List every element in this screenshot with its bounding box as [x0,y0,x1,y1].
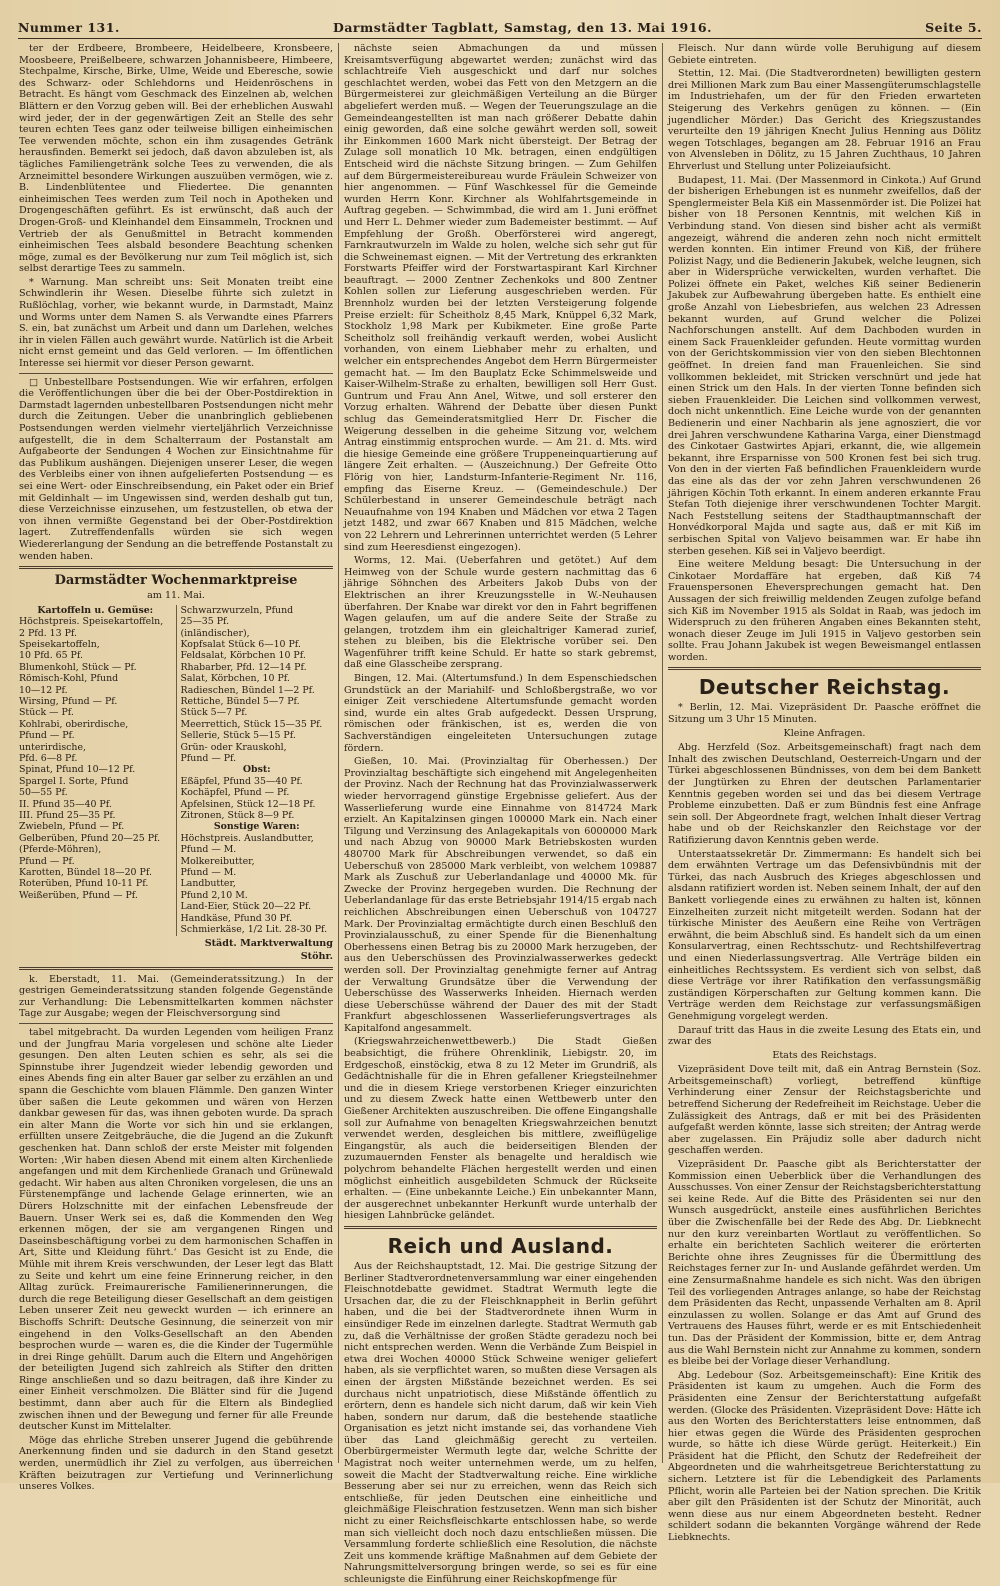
market-row: Pfund — M. [180,844,237,856]
article-lesung: Darauf tritt das Haus in die zweite Lesung des Etats ein, und zwar des [668,1024,981,1048]
market-row: Spargel I. Sorte, Pfund [19,775,129,787]
article-fleisch-end: Fleisch. Nur dann würde volle Beruhigung auf diesem Gebiete eintreten. [668,43,981,66]
market-row: Spinat, Pfund 10—12 Pf. [19,764,136,776]
article-tea: ter der Erdbeere, Brombeere, Heidelbeere, Kronsbeere, Moosbeere, Preißelbeere, schwarzen Johannisbeere, Himbeere, Stechpalme, Kirsche, Birke, Ulme, Weide und Eberesche, sowie des Schwarz- oder Schlehdorns und Heidenröschens in Betracht. Es hängt vom Geschmack des Einzelnen ab, welchen Blättern er den Vorzug geben will. Bei der erheblichen Auswahl wird jeder, der in der gegenwärtigen Zeit an Stelle des sehr teuren echten Tees ganz oder teilweise billigen einheimischen Tee verwenden möchte, schon ein ihm zusagendes Getränk herausfinden. Bemerkt sei jedoch, daß davon abzuleben ist, als tägliches Familiengetränk solche Tees zu verwenden, die als Arzneimittel besondere Wirkungen auszuüben vermögen, wie z. B. Lindenblütentee und Fliedertee. Die genannten einheimischen Tees werden zum Teil noch in Apotheken und Drogengeschäften geführt. Es ist erwünscht, daß auch der Drogen-Groß- und Kleinhandel dem Einsammeln, Trocknen und Vertrieb der als Genußmittel in Betracht kommenden einheimischen Tees alsbald besondere Beachtung schenken möge, zumal es der Bevölkerung nur zum Teil möglich ist, sich selbst derartige Tees zu sammeln. [19,43,333,275]
market-row: Wirsing, Pfund — Pf. [19,695,118,707]
market-row: Rettiche, Bündel 5—7 Pf. [180,695,300,707]
article-reichstag-open: * Berlin, 12. Mai. Vizepräsident Dr. Paasche eröffnet die Sitzung um 3 Uhr 15 Minuten. [668,702,981,726]
market-row: II. Pfund 35—40 Pf. [19,798,112,810]
market-title: Darmstädter Wochenmarktpreise [54,573,298,589]
article-ledebour: Abg. Ledebour (Soz. Arbeitsgemeinschaft): Eine Kritik des Präsidenten ist kaum zu umgehen. Auch die Form des Präsidenten eine Zensur der Berichterstattung aufgefaßt werden. (Glocke des Präsidenten. Vizepräsident Dove: Hätte ich aus den Worten des Berichterstatters leise entnommen, daß hier etwas gegen die Würde des Präsidenten gesprochen wurde, so hätte ich diese Würde gerügt. Heiterkeit.) Ein Präsident hat die Pflicht, den Schutz der Redefreiheit der Abgeordneten und die wahrheitsgetreue Berichterstattung zu sichern. Letztere ist für die Lebendigkeit des Parlaments Pflicht, worin alle Parteien bei der Nation sprechen. Die Kritik aber gilt den Präsidenten ist der Schutz der Minorität, auch wenn diese aus nur einem Abgeordneten besteht. Redner schildert sodann die bekannten Vorgänge während der Rede Liebknechts. [668,1369,981,1544]
market-row: Handkäse, Pfund 30 Pf. [180,912,293,924]
market-row: Pfd. 6—8 Pf. [19,753,78,764]
article-feuilleton: tabel mitgebracht. Da wurden Legenden vom heiligen Franz und der Jungfrau Maria vorgelesen und schöne alte Lieder gesungen. Den alten Leuten schien es sehr, als sei die Spinnstube ihrer Jugendzeit wieder lebendig geworden und eines Abends fing ein alter Bauer gar selber zu erzählen an und spann die Geschichte vom blauen Flämmle. Den ganzen Winter über saßen die Leute gekommen und wären von Herzen dankbar gewesen für das, was ihnen geboten wurde. Da sprach ein alter Mann die Worte vor sich hin und sie erklangen, erfüllten unsere Zeitgebräuche, die die Jugend an die Zukunft geschenken hat. Dann schloß der erste Meister mit folgenden Worten: ‚Wir haben diesen Abend mit einem alten Kirchenliede angefangen und mit dem Kirchenliede Granach und Grünewald gedacht. Wir haben aus alten Chroniken vorgelesen, die uns an Fürstenempfänge und lachende Gelage erinnerten, wie an Dürers Holzschnitte mit der einfachen Lebensfreude der Bauern. Unser Werk sei es, daß die Kommenden den Weg erkennen mögen, der sie am vergangenen Ringen und Daseinsbeschäftigung vorbei zu dem harmonischen Schaffen in Art, Sitte und Kleidung führt.‘ Das Gesicht ist zu Ende, die Mühle mit ihrem Kreis verschwunden, der Leser legt das Blatt zu Seite und kehrt um eine feine Erinnerung reicher, in den Alltag zurück. Freimaurerische Familienerinnerungen, die durch die rege Beteiligung dieser Gesellschaft an dem geistigen Leben unserer Zeit neu geweckt wurden — ich erinnere an Bischoffs Schrift: Deutsche Gesinnung, die seinerzeit von mir eingehend in den Volks-Gesellschaft an den Abenden besprochen wurde — waren es, die die Kinder der Tugermühle in drei Ringe gehüllt. Darum auch die Eltern und Angehörigen der beteiligten Jugend sich zahlreich als Stifter den dritten Ringe anschließen und so dazu beitragen, daß ihre Kinder zu einer Einheit verschmolzen. Die Blätter sind für die Jugend bestimmt, dann aber auch für die Eltern als Bindeglied zwischen ihnen und der Bewegung und ferner für alle Freunde deutscher Kunst im Mittelalter. [19,1027,333,1433]
market-row: Meerrettich, Stück 15—35 Pf. [180,718,323,730]
divider [19,1023,333,1024]
market-row: Kopfsalat Stück 6—10 Pf. [180,638,301,650]
market-row: Kohlrabi, oberirdische, [19,718,129,730]
market-row: 25—35 Pf. [180,616,230,628]
column-2 [338,43,662,1585]
market-row: Karotten, Bündel 18—20 Pf. [19,867,152,879]
market-table [19,605,333,936]
column-3 [662,43,986,1544]
market-row: Kochäpfel, Pfund — Pf. [180,787,290,799]
divider [19,967,333,970]
article-budapest: Budapest, 11. Mai. (Der Massenmord in Cinkota.) Auf Grund der bisherigen Erhebungen ist es nunmehr zweifellos, daß der Spenglermeister Bela Kiß ein Massenmörder ist. Die Polizei hat bisher von 18 Personen Kenntnis, mit welchen Kiß in Verbindung stand. Von diesen sind bisher acht als vermißt angezeigt, während die anderen zehn noch nicht ermittelt werden konnten. Ein intimer Freund von Kiß, der frühere Polizist Nagy, und die Bedienerin Jakubek, welche leugnen, sich aber in Widersprüche verwickelten, wurden verhaftet. Die Polizei öffnete ein Paket, welches Kiß seiner Bedienerin Jakubek zur Aufbewahrung übergeben hatte. Es enthielt eine große Anzahl von Liebesbriefen, aus welchen 23 Adressen bekannt wurden, auf Grund welcher die Polizei Nachforschungen anstellt. Auf dem Dachboden wurden in einem Sack Frauenkleider gefunden. Heute vormittag wurden von der Gerichtskommission vier von den sieben Blechtonnen geöffnet. In dreien fand man Frauenleichen. Sie sind vollkommen bekleidet, mit Stricken verschnürt und jede hat einen Strick um den Hals. In der vierten Tonne befinden sich sieben Frauenkleider. Die Leichen sind vollkommen verwest, doch nicht unkenntlich. Eine Leiche wurde von der genannten Bedienerin und einer Nachbarin als jene agnosziert, die vor drei Jahren verschwundene Katharina Varga, einer Dienstmagd des Cinkotaer Gastwirtes Apjari, erkannt, die, wie allgemein bekannt, ihre Ersparnisse von 500 Kronen fest bei sich trug. Von den in der vierten Faß befindlichen Frauenkleidern wurde das eine als das der vor zehn Jahren verschwundenen 26 jährigen Köchin Toth erkannt. In einem anderen erkannte Frau Stefan Toth diejenige ihrer verschwundenen Tochter Margit. Nach Feststellung seitens der Stadthauptmannschaft der Honvédkorporal Majda und sagte aus, daß er mit Kiß im serbischen Spital von Valjevo beisammen war. Er habe ihn sterben gesehen. Kiß sei in Valjevo beerdigt. [668,174,981,557]
article-eberstadt-cont: nächste seien Abmachungen da und müssen Kreisamtsverfügung abgewartet werden; zunächst wird das schlachtreife Vieh ausgeschickt und darf nur solches geschlachtet werden, wobei das Fett von den Metzgern an die Bürgermeisterei zur gleichmäßigen Verteilung an die Bürger abgeliefert werden muß. — Wegen der Teuerungszulage an die Gemeindeangestellten ist man nach größerer Debatte dahin einig geworden, daß eine solche gewährt werden soll, soweit ihr Einkommen 1600 Mark nicht übersteigt. Der Betrag der Zulage soll monatlich 10 Mk. betragen, einen endgültigen Entscheid wird die nächste Sitzung bringen. — Zum Gehilfen auf dem Bürgermeistereibureau wurde Fräulein Schweizer von hier angenommen. — Fünf Waschkessel für die Gemeinde wurden Herrn Konr. Kirchner als Wohlfahrtsgemeinde in Auftrag gegeben. — Schwimmbad, die wird am 1. Juni eröffnet und Herr L. Dehmer wieder zum Bademeister bestimmt. — Auf Empfehlung der Großh. Oberförsterei wird angeregt, Farnkrautwurzeln im Walde zu holen, welche sich sehr gut für die Schweinemast eignen. — Mit der Vertretung des erkrankten Forstwarts Pfeiffer wird der Forstwartaspirant Karl Kirchner beauftragt. — 2000 Zentner Zechenkoks und 800 Zentner Kohlen sollen zur Lieferung ausgeschrieben werden. Für Brennholz wurden bei der letzten Versteigerung folgende Preise erzielt: für Scheitholz 8,45 Mark, Knüppel 6,32 Mark, Stockholz 1,98 Mark per Kubikmeter. Eine große Parte Scheitholz soll freihändig verkauft werden, wobei Auslicht vorhanden, von einem Liebhaber mehr zu erhalten, und welcher ein entsprechendes Angebot dem Herrn Bürgermeister gemacht hat. — Im den Bauplatz Ecke Schimmelsweide und Kaiser-Wilhelm-Straße zu erhalten, bewilligen soll Herr Gust. Guntrum und Frau Ann Anel, Witwe, und soll ersterer den Vorzug erhalten. Während der Debatte über diesen Punkt schlug das Gemeinderatsmitglied Herr Dr. Fischer die Weigerung desselben in die geheime Sitzung vor, welchem Antrag einstimmig entsprochen wurde. — Am 21. d. Mts. wird die hiesige Gemeinde eine größere Truppeneinquartierung auf längere Zeit erhalten. — (Auszeichnung.) Der Gefreite Otto Flörig von hier, Landsturm-Infanterie-Regiment Nr. 116, empfing das Eiserne Kreuz. — (Gemeindeschule.) Der Schülerbestand in unserer Gemeindeschule beträgt nach Neuaufnahme von 194 Knaben und Mädchen vor etwa 2 Tagen jetzt 1482, und zwar 667 Knaben und 815 Mädchen, welche von 22 Lehrern und Lehrerinnen unterrichtet werden (5 Lehrer sind zum Heeresdienst eingezogen). [344,43,657,553]
market-row: Zwiebeln, Pfund — Pf. [19,821,125,833]
article-budapest-2: Eine weitere Meldung besagt: Die Untersuchung in der Cinkotaer Mordaffäre hat ergeben, daß Kiß 74 Frauenspersonen Eheversprechungen gemacht hat. Den Aussagen der sich freiwillig meldenden Zeugen zufolge befand sich Kiß im November 1915 als Soldat in Raab, was jedoch im Widerspruch zu den früheren Angaben eines Bekannten steht, wonach dieser Zeuge im Juli 1915 in Valjevo gestorben sein sollte. Frau Johann Jakubek ist wegen Beweismangel entlassen worden. [668,559,981,663]
market-row: Pfund — Pf. [180,753,237,764]
market-right-column [176,605,334,936]
market-row: Römisch-Kohl, Pfund [19,673,119,685]
market-row: Landbutter, [180,878,236,890]
market-row: Sonstige Waren: [213,821,300,833]
market-date: am 11. Mai. [147,590,205,602]
divider [19,566,333,569]
market-row: Pfund — Pf. [19,855,75,867]
market-row: Molkereibutter, [180,855,255,867]
issue-number: Nummer 131. [18,20,120,35]
market-row: Speisekartoffeln, [19,638,100,650]
market-row: Roterüben, Pfund 10-11 Pf. [19,878,149,890]
market-row: Sellerie, Stück 5—15 Pf. [180,730,296,742]
market-row: 10—12 Pf. [19,684,68,696]
market-row: Pfund — Pf. [19,730,75,742]
masthead [18,20,982,39]
article-zimmermann: Unterstaatssekretär Dr. Zimmermann: Es handelt sich bei dem erwähnten Vertrage um das Defensivbündnis mit der Türkei, das nach Ausbruch des Krieges abgeschlossen und alsdann ratifiziert worden ist. Neben seinem Inhalt, der auf den Bankett vorliegende eines zu erwähnen zu halten ist, können Einzelheiten zurzeit nicht mitgeteilt werden. Sodann hat der türkische Minister des Aeußern eine Reihe von Verträgen erwähnt, die beim Abschluß sind. Es handelt sich da um einen Konsularvertrag, einen Rechtsschutz- und Rechtshilfevertrag und einen Niederlassungsvertrag. Alle Verträge bilden ein einheitliches Rechtssystem. Es verdient sich von selbst, daß diese Verträge vor ihrer Ratifikation den verfassungsmäßig zuständigen Körperschaften zur Geltung kommen kann. Die Verträge werden dem Reichstage zur verfassungsmäßigen Genehmigung vorgelegt werden. [668,848,981,1022]
section-reich-ausland: Reich und Ausland. [387,1233,614,1258]
section-reichstag: Deutscher Reichstag. [698,675,951,700]
market-row: Pfund — M. [180,867,237,879]
market-row: (Pferde-Möhren), [19,844,102,856]
article-giessen-2: (Kriegswahrzeichenwettbewerb.) Die Stadt Gießen beabsichtigt, die frühere Ohrenklinik, Liebigstr. 20, im Erdgeschoß, einstöckig, etwa 8 zu 12 Meter im Grundriß, als Gedächtnishalle für die in Ehren gefallener Kriegsteilnehmer und die in diesem Kriege verstorbenen Krieger einzurichten und zu diesem Zweck hatte einen Wettbewerb unter den Gießener Architekten auszuschreiben. Die offene Eingangshalle soll zur Aufnahme von benagelten Kriegswahrzeichen benutzt verwendet werden, desgleichen bis mittlere, zweiflügelige Eingangstür, als auch die beiderseitigen Blenden der zuzumauernden Fenster als benagelte und heraldisch wie polychrom behandelte Flächen hergestellt werden und einen möglichst einheitlich ausgebildeten Schmuck der Rückseite erhalten. — (Eine unbekannte Leiche.) Ein unbekannter Mann, der ausgerechnet unbekannter Herkunft wurde unterhalb der hiesigen Lahnbrücke geländet. [344,1036,657,1222]
divider [668,667,981,670]
article-bingen: Bingen, 12. Mai. (Altertumsfund.) In dem Espenschiedschen Grundstück an der Mariahilf- und Schloßbergstraße, wo vor einiger Zeit verschiedene Altertumsfunde gemacht worden sind, wurde ein altes Grab aufgedeckt. Dessen Ursprung, römischen oder fränkischen, ist es, werden die von Sachverständigen eingeleiteten Untersuchungen zutage fördern. [344,673,657,754]
market-row: Grün- oder Krauskohl, [180,741,287,753]
subhead-etat: Etats des Reichstags. [772,1049,877,1061]
market-row: Höchstpreis. Speisekartoffeln, [19,616,164,628]
market-row: III. Pfund 25—35 Pf. [19,810,116,822]
market-row: 2 Pfd. 13 Pf. [19,627,78,639]
article-berlin-city: Aus der Reichshauptstadt, 12. Mai. Die gestrige Sitzung der Berliner Stadtverordnetenversammlung war einer eingehenden Fleischnotdebatte gewidmet. Stadtrat Wermuth legte die Ursachen dar, die zu der Fleischknappheit in Berlin geführt haben, und die bei der Stadtverordnete ihnen Wurm in einsündiger Rede im einzelnen darlegte. Stadtrat Wermuth gab zu, daß die Verhältnisse der großen Städte geradezu noch bei nicht entsprechen werden. Wenn die Verbände Zum Beispiel in etwa drei Wochen 40000 Stück Schweine weniger geliefert haben, als sie verpflichtet waren, so mußten diese Versagen als einen der ärgsten Mißstände bezeichnet werden. Es sei durchaus nicht unpatriotisch, diese Mißstände öffentlich zu erörtern, denn es handele sich nicht darum, daß wir kein Vieh haben, sondern nur darum, daß die bestehende staatliche Organisation es jetzt nicht imstande sei, das vorhandene Vieh über das Land gleichmäßig gerecht zu verteilen. Oberbürgermeister Wermuth legte dar, welche Schritte der Magistrat noch weiter unternehmen werde, um zu helfen, soweit die Macht der Stadtverwaltung reiche. Eine wirkliche Besserung aber sei nur zu erreichen, wenn das Reich sich entschließe, für jeden Deutschen eine einheitliche und gleichmäßige Fleischration festzusetzen. Wenn man sich bisher nicht zu einer Reichsfleischkarte entschlossen habe, so werde man sich vielleicht doch noch dazu entschließen müssen. Die Versammlung forderte schließlich eine Resolution, die nächste Zeit uns kommende kräftige Maßnahmen auf dem Gebiete der Nahrungsmittelversorgung bringen werde, so sei es für eine schleunigste die Einführung einer Reichskopfmenge für [344,1260,657,1585]
market-row: Rhabarber, Pfd. 12—14 Pf. [180,661,307,673]
market-row: Weißerüben, Pfund — Pf. [19,889,138,901]
article-feuilleton-end: Möge das ehrliche Streben unserer Jugend die gebührende Anerkennung finden und sie dadurch in den Stand gesetzt werden, unermüdlich ihr Ziel zu verfolgen, aus überreichen Kräften beizutragen zur Vertiefung und Verinnerlichung unseres Volkes. [19,1434,333,1493]
divider [19,373,333,374]
article-postal: □ Unbestellbare Postsendungen. Wie wir erfahren, erfolgen die Veröffentlichungen über die bei der Ober-Postdirektion in Darmstadt lagernden unbestellbaren Postsendungen nicht mehr durch die Zeitungen. Ueber die unanbringlich gebliebenen Postsendungen werden vielmehr vierteljährlich Verzeichnisse aufgestellt, die in dem Schalterraum der Postanstalt am Aufgabeorte der Sendungen 4 Wochen zur Einsichtnahme für das Publikum aushängen. Diejenigen unserer Leser, die wegen des Verbleibs einer von ihnen aufgelieferten Postsendung — es sei eine Wert- oder Einschreibsendung, ein Paket oder ein Brief mit Geldinhalt — im Ungewissen sind, werden deshalb gut tun, diese Verzeichnisse einzusehen, um festzustellen, ob etwa der von ihnen vermißte Gegenstand bei der Ober-Postdirektion lagert. Zutreffendenfalls würden sie sich wegen Wiedererlangung der Sendung an die betreffende Postanstalt zu wenden haben. [19,376,333,562]
market-row: Gelberüben, Pfund 20—25 Pf. [19,832,161,844]
columns [14,43,986,1585]
market-row: Apfelsinen, Stück 12—18 Pf. [180,798,316,810]
market-row: Stück — Pf. [19,707,74,719]
market-row: Eßäpfel, Pfund 35—40 Pf. [180,775,303,787]
market-row: Schwarzwurzeln, Pfund [180,604,294,616]
market-signature: Städt. Marktverwaltung [204,937,333,949]
market-row: 10 Pfd. 65 Pf. [19,650,83,662]
article-worms: Worms, 12. Mai. (Ueberfahren und getötet.) Auf dem Heimweg von der Schule wurde gestern nachmittag das 6 jährige Söhnchen des Arbeiters Jakob Dubs von der Elektrischen an ihrer Kreuzungsstelle in W.-Neuhausen überfahren. Der Knabe war direkt vor den in Fahrt begriffenen Wagen gelaufen, um auf die andere Seite der Straße zu gelangen, trotzdem ihm ein gleichaltriger Kamerad zurief, stehen zu bleiben, bis die Elektrische vorüber sei. Den Wagenführer trifft keine Schuld. Er hatte so stark gebremst, daß eine Glasscheibe zersprang. [344,555,657,671]
market-row: Land-Eier, Stück 20—22 Pf. [180,901,312,913]
market-row: unterirdische, [19,741,86,753]
market-row: 50—55 Pf. [19,787,68,799]
market-left-column [19,605,172,936]
market-row: Salat, Körbchen, 10 Pf. [180,673,290,685]
market-row: Blumenkohl, Stück — Pf. [19,661,137,673]
market-row: Feldsalat, Körbchen 10 Pf. [180,650,306,662]
article-herzfeld: Abg. Herzfeld (Soz. Arbeitsgemeinschaft) fragt nach dem Inhalt des zwischen Deutschland, Oesterreich-Ungarn und der Türkei abgeschlossenen Bündnisses, von dem bei dem Bankett der Jungtürken zu Ehren der deutschen Parlamentarier Kenntnis gegeben worden sei und das bei diesem Vertrage Probleme einzubetten. Daß er zum Bündnis fest eine Anfrage sein soll. Der Abgeordnete fragt, welchen Inhalt dieser Vertrag habe und ob der Reichskanzler den Reichstage vor der Ratifizierung davon Kenntnis geben werde. [668,742,981,846]
column-1 [14,43,338,1493]
market-row: Pfund 2,10 M. [180,889,248,901]
market-row: Höchstpreis. Auslandbutter, [180,832,314,844]
divider [344,1226,657,1229]
market-row: Schmierkäse, 1/2 Lit. 28-30 Pf. [180,924,328,936]
article-paasche: Vizepräsident Dr. Paasche gibt als Berichterstatter der Kommission einen Ueberblick über die Verhandlungen des Ausschusses. Von einer Zensur der Reichstagsberichterstattung sei keine Rede. Auf die Bitte des Präsidenten sei nur den Wunsch ausgedrückt, ansteile eines ausführlichen Berichtes über die Zwischenfälle bei der Rede des Abg. Dr. Liebknecht nur den kurz vereinbarten Wortlaut zu veröffentlichen. So erhalte ein berichteten Sachlich weiterer die erörterten Berichte ohne ihres Zeugnisses für die Übermittlung des Reichstages ferner zur In- und Auslande gefährdet werden. Um eine Zensurmaßnahme handele es sich nicht. Was den übrigen Teil des vorliegenden Antrages anlange, so habe der Reichstag dem Präsidenten das Recht, unpassende Verhalten am 8. April einzulassen zu wollen. Solange er das Amt auf Grund des Vertrauens des Hauses führt, werde er es mit Entschiedenheit tun. Das der Präsident der Kommission, bitte er, dem Antrag aus die Wahl Bernstein nicht zur Annahme zu kommen, sondern es bleibe bei der Vorlage dieser Verhandlung. [668,1159,981,1368]
page-number: Seite 5. [925,20,982,35]
paper-title: Darmstädter Tagblatt, Samstag, den 13. Mai 1916. [332,20,712,35]
market-row: Zitronen, Stück 8—9 Pf. [180,810,295,822]
article-giessen: Gießen, 10. Mai. (Provinzialtag für Oberhessen.) Der Provinzialtag beschäftigte sich eingehend mit Angelegenheiten der Provinz. Nach der Rechnung hat das Provinzialwasserwerk wieder hervorragend günstige Ergebnisse geliefert. Aus der Wasserlieferung wurde eine Einnahme von 814724 Mark erzielt. An Kapitalzinsen gingen 100000 Mark ein. Nach einer Tilgung und Verzinsung des Anlagekapitals von 6000000 Mark und nach Abzug von 90000 Mark Betriebskosten wurden 480700 Mark für Abschreibungen verwendet, so daß ein Ueberschuß von 285000 Mark verbleibt, von welchem 109887 Mark als Zuschuß zur Ueberlandanlage und 40000 Mk. für Zwecke der Provinz hergegeben wurden. Die Rechnung der Ueberlandanlage für das erste Betriebsjahr 1914/15 ergab nach reichlichen Abschreibungen einen Ueberschuß von 104727 Mark. Der Provinzialtag ermächtigte durch einen Beschluß den Provinzialausschuß, zu einer Spende für die Bienenhaltung Oberhessens einen Betrag bis zu 20000 Mark herzugeben, der aus den Ueberschüssen des Provinzialwasserwerkes gedeckt werden soll. Der Provinzialtag genehmigte ferner auf Antrag der Verwaltung Grundsätze über die Verwendung der Ueberschüsse des Wasserwerks Inheiden. Hiernach werden diese Ueberschüsse während der Dauer des mit der Stadt Frankfurt abgeschlossenen Wasserlieferungsvertrages als Kapitalfond angesammelt. [344,756,657,1034]
article-dove: Vizepräsident Dove teilt mit, daß ein Antrag Bernstein (Soz. Arbeitsgemeinschaft) vorliegt, betreffend künftige Verhinderung einer Zensur der Reichstagsberichte und betreffend Sicherung der Redefreiheit im Reichstage. Ueber die Zulässigkeit des Antrags, daß er mit bei des Präsidenten aufgefaßt werden könnte, lasse sich streiten; der Antrag werde aber zugelassen. Ein Präjudiz solle aber dadurch nicht geschaffen werden. [668,1064,981,1157]
subhead-kleine-anfragen: Kleine Anfragen. [783,727,866,739]
market-row: Obst: [242,764,271,776]
article-stettin: Stettin, 12. Mai. (Die Stadtverordneten) bewilligten gestern drei Millionen Mark zum Bau einer Massengüterumschlagstelle im Industriehafen, um der für den Frieden erwarteten Steigerung des Verkehrs genügen zu können. — (Ein jugendlicher Mörder.) Das Gericht des Kriegszustandes verurteilte den 19 jährigen Knecht Julius Henning aus Dölitz wegen Totschlages, begangen am 28. Februar 1916 an Frau von Alvensleben in Dölitz, zu 15 Jahren Zuchthaus, 10 Jahren Ehrverlust und Stellung unter Polizeiaufsicht. [668,68,981,172]
market-row: Radieschen, Bündel 1—2 Pf. [180,684,315,696]
market-row: Kartoffeln u. Gemüse: [37,604,154,616]
article-warning: * Warnung. Man schreibt uns: Seit Monaten treibt eine Schwindlerin ihr Wesen. Dieselbe führte sich zuletzt in Rußlöchlag, vorher, wie bekannt wurde, in Darmstadt, Mainz und Worms unter dem Namen S. als Verwandte eines Pfarrers S. ein, bat zunächst um Arbeit und dann um Darlehen, welches ihr in vielen Fällen auch gewährt wurde. Natürlich ist die Arbeit nicht ernst gemeint und das Geld verloren. — Im öffentlichen Interesse sei hiermit vor dieser Person gewarnt. [19,276,333,370]
market-row: Stück 5—7 Pf. [180,707,248,719]
market-signature-name: Stöhr. [300,951,333,963]
market-row: (inländischer), [180,627,250,639]
article-eberstadt: k. Eberstadt, 11. Mai. (Gemeinderatssitzung.) In der gestrigen Gemeinderatssitzung standen folgende Gegenstände zur Verhandlung: Die Lebensmittelkarten kommen nächster Tage zur Ausgabe; wegen der Fleischversorgung sind [19,973,333,1020]
